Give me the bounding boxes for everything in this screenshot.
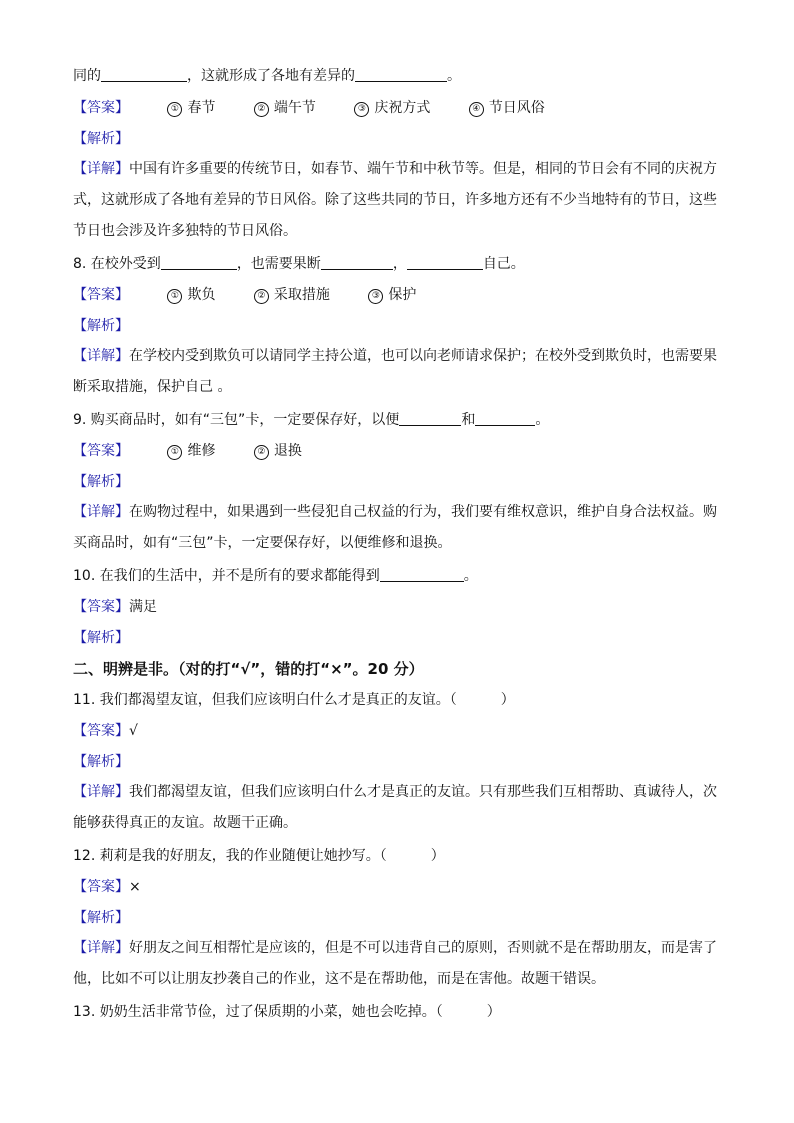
answer-blank [407,255,483,270]
answer-blank [399,411,461,426]
q12-answer: 【答案】× [73,879,141,895]
q9-analysis-label: 【解析】 [73,474,129,490]
q10-answer: 【答案】满足 [73,599,157,615]
q9-detail: 【详解】在购物过程中，如果遇到一些侵犯自己权益的行为，我们要有维权意识，维护自身合法权益。购买商品时，如有“三包”卡，一定要保存好，以便维修和退换。 [73,504,717,551]
q7-detail: 【详解】中国有许多重要的传统节日，如春节、端午节和中秋节等。但是，相同的节日会有不同的庆祝方式，这就形成了各地有差异的节日风俗。除了这些共同的节日，许多地方还有不少当地特有的节日，这些节日也会涉及许多独特的节日风俗。 [73,161,717,239]
answer-item: ① 欺负 [167,285,215,305]
section-heading: 二、明辨是非。（对的打“√”，错的打“×”。20 分） [73,660,424,678]
q8-answer: 【答案】 ① 欺负 ② 采取措施 ③ 保护 [73,287,417,303]
question-8: 8. 在校外受到 ，也需要果断 ， 自己。 [73,256,525,272]
q12-analysis-label: 【解析】 [73,910,129,926]
question-13: 13. 奶奶生活非常节俭，过了保质期的小菜，她也会吃掉。（ ） [73,1004,501,1020]
answer-item: ② 采取措施 [254,285,330,305]
answer-blank [101,67,187,82]
q11-analysis-label: 【解析】 [73,754,129,770]
answer-item: ② 端午节 [254,98,316,118]
q10-analysis-label: 【解析】 [73,630,129,646]
q11-answer: 【答案】√ [73,723,138,739]
answer-item: ① 春节 [167,98,215,118]
q7-analysis-label: 【解析】 [73,131,129,147]
question-10: 10. 在我们的生活中，并不是所有的要求都能得到 。 [73,568,478,584]
q9-answer: 【答案】 ① 维修 ② 退换 [73,443,302,459]
answer-item: ④ 节日风俗 [469,98,545,118]
question-9: 9. 购买商品时，如有“三包”卡，一定要保存好，以便 和 。 [73,412,550,428]
question-11: 11. 我们都渴望友谊，但我们应该明白什么才是真正的友谊。（ ） [73,692,515,708]
answer-item: ③ 保护 [368,285,416,305]
q12-detail: 【详解】好朋友之间互相帮忙是应该的，但是不可以违背自己的原则，否则就不是在帮助朋友，而是害了他，比如不可以让朋友抄袭自己的作业，这不是在帮助他，而是在害他。故题干错误。 [73,940,717,987]
answer-item: ② 退换 [254,441,302,461]
answer-blank [355,67,447,82]
q8-detail: 【详解】在学校内受到欺负可以请同学主持公道，也可以向老师请求保护；在校外受到欺负时，也需要果断采取措施，保护自己 。 [73,348,717,395]
answer-blank [161,255,237,270]
answer-item: ③ 庆祝方式 [354,98,430,118]
q8-analysis-label: 【解析】 [73,318,129,334]
answer-blank [380,567,464,582]
answer-blank [475,411,535,426]
answer-blank [321,255,393,270]
q7-answer: 【答案】 ① 春节 ② 端午节 ③ 庆祝方式 ④ 节日风俗 [73,100,545,116]
q11-detail: 【详解】我们都渴望友谊，但我们应该明白什么才是真正的友谊。只有那些我们互相帮助、真诚待人，次能够获得真正的友谊。故题干正确。 [73,784,717,831]
question-12: 12. 莉莉是我的好朋友，我的作业随便让她抄写。（ ） [73,848,445,864]
question-7-tail: 同的 ，这就形成了各地有差异的 。 [73,68,461,84]
answer-item: ① 维修 [167,441,215,461]
